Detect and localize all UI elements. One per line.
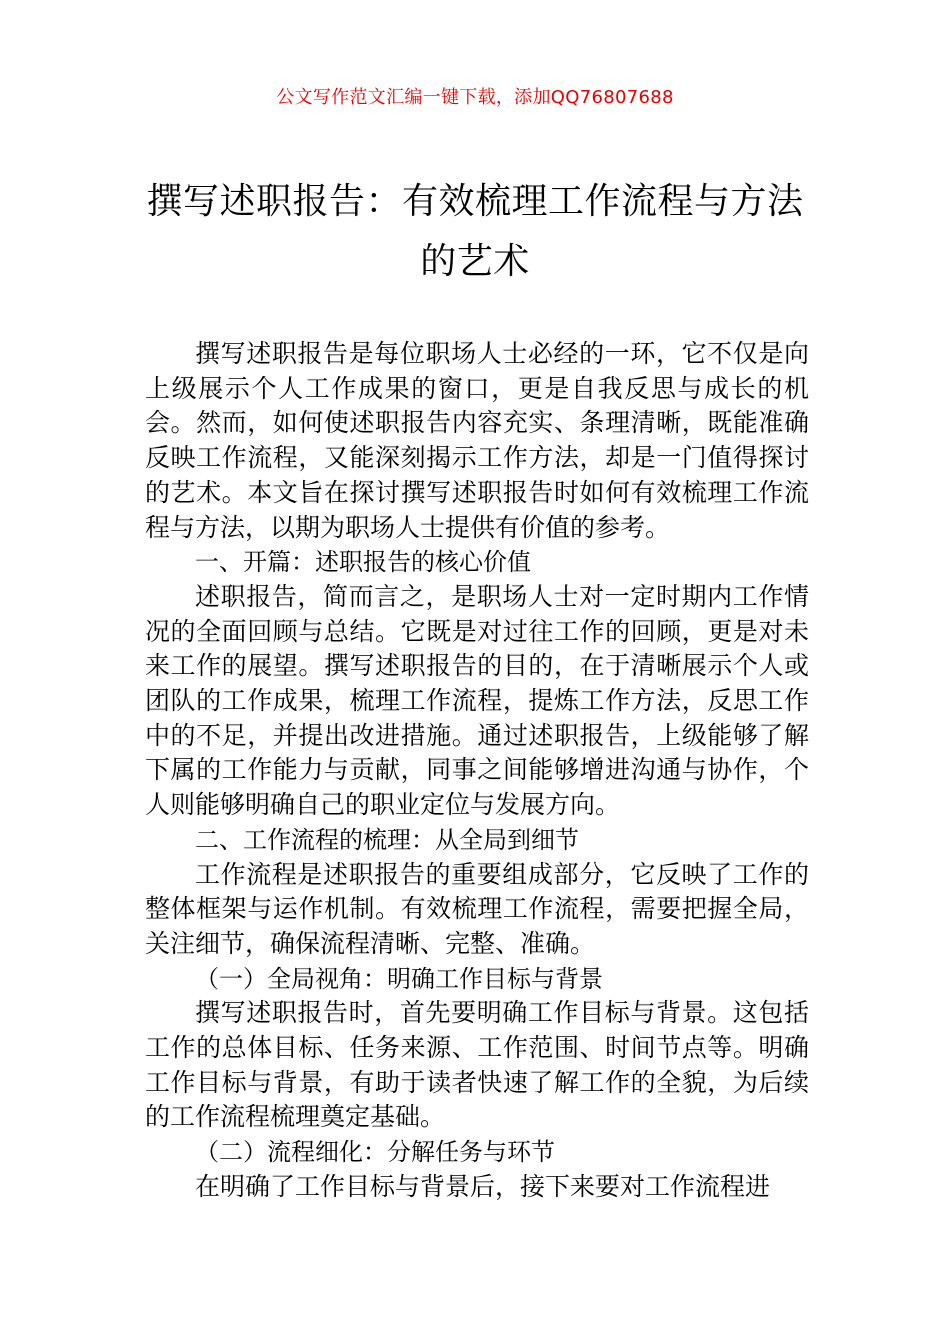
title-line-1: 撰写述职报告：有效梳理工作流程与方法	[146, 181, 804, 222]
paragraph-process-detail: 在明确了工作目标与背景后，接下来要对工作流程进	[195, 1171, 771, 1201]
download-banner: 公文写作范文汇编一键下载，添加QQ76807688	[276, 87, 674, 108]
section-heading-1: 一、开篇：述职报告的核心价值	[195, 548, 531, 577]
paragraph-workflow: 工作流程是述职报告的重要组成部分，它反映了工作的整体框架与运作机制。有效梳理工作流程，需要把握全局，关注细节，确保流程清晰、完整、准确。	[145, 859, 809, 958]
paragraph-global-view: 撰写述职报告时，首先要明确工作目标与背景。这包括工作的总体目标、任务来源、工作范围、时间节点等。明确工作目标与背景，有助于读者快速了解工作的全貌，为后续的工作流程梳理奠定基础。	[145, 998, 809, 1132]
subsection-heading-1: （一）全局视角：明确工作目标与背景	[195, 964, 603, 993]
paragraph-intro: 撰写述职报告是每位职场人士必经的一环，它不仅是向上级展示个人工作成果的窗口，更是自我反思与成长的机会。然而，如何使述职报告内容充实、条理清晰，既能准确反映工作流程，又能深刻揭示工作方法，却是一门值得探讨的艺术。本文旨在探讨撰写述职报告时如何有效梳理工作流程与方法，以期为职场人士提供有价值的参考。	[145, 339, 809, 542]
section-heading-2: 二、工作流程的梳理：从全局到细节	[195, 825, 579, 854]
paragraph-core-value: 述职报告，简而言之，是职场人士对一定时期内工作情况的全面回顾与总结。它既是对过往工作的回顾，更是对未来工作的展望。撰写述职报告的目的，在于清晰展示个人或团队的工作成果，梳理工作流程，提炼工作方法，反思工作中的不足，并提出改进措施。通过述职报告，上级能够了解下属的工作能力与贡献，同事之间能够增进沟通与协作，个人则能够明确自己的职业定位与发展方向。	[145, 581, 809, 820]
document-body	[145, 337, 809, 1205]
page-title	[120, 172, 830, 292]
subsection-heading-2: （二）流程细化：分解任务与环节	[195, 1138, 555, 1167]
title-line-2: 的艺术	[420, 241, 530, 282]
